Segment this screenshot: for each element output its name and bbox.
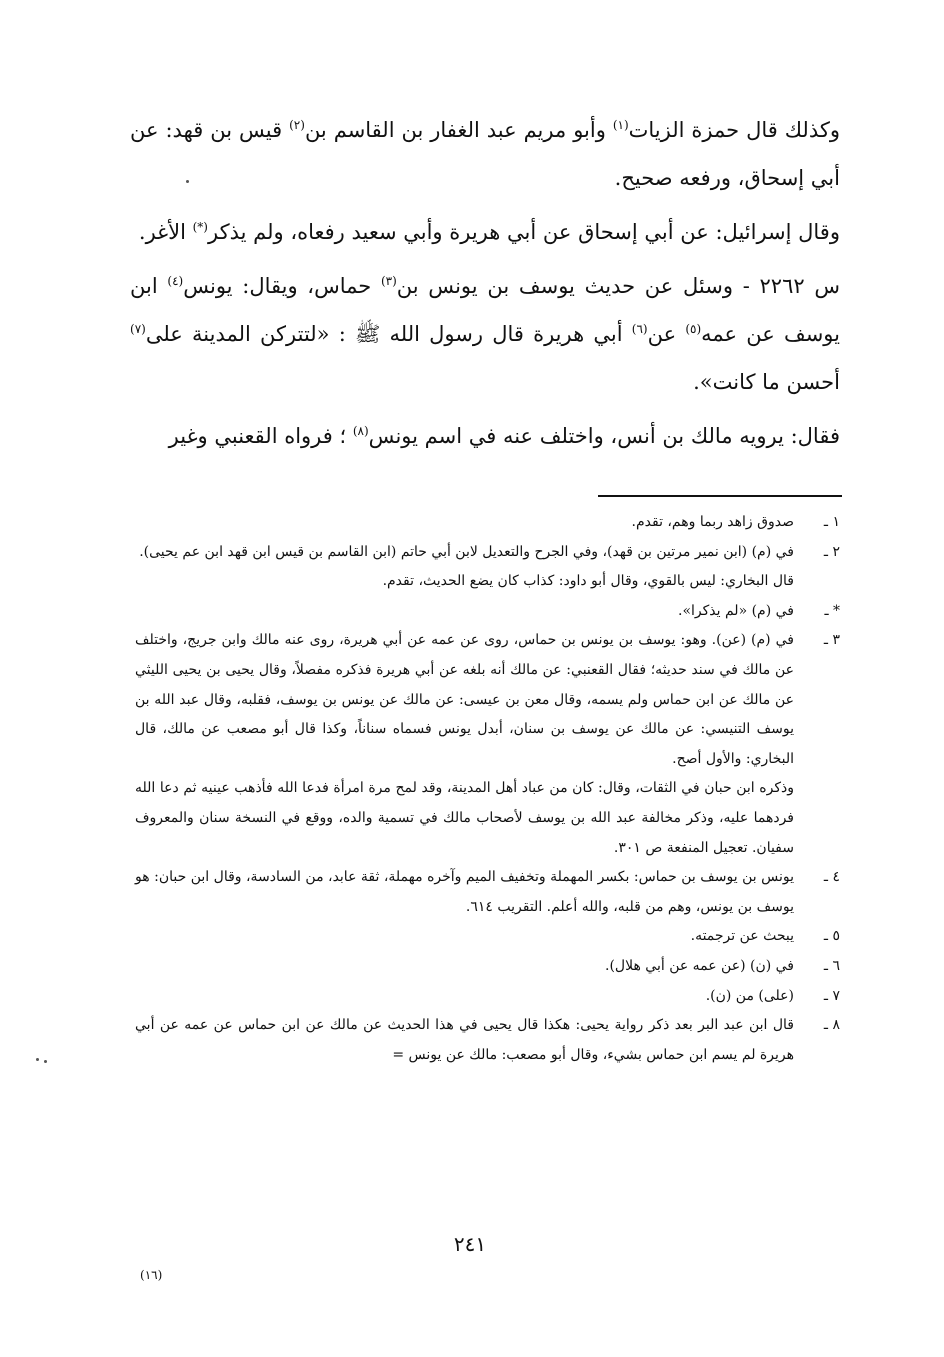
footnote-ref: (١) bbox=[612, 118, 629, 132]
footnote-2 bbox=[135, 538, 840, 568]
footnote-7 bbox=[135, 982, 840, 1012]
text-run: الأغر. bbox=[138, 220, 193, 244]
text-run: فقال: يرويه مالك بن أنس، واختلف عنه في اسم يونس bbox=[368, 424, 840, 448]
scan-speck bbox=[36, 1058, 39, 1061]
footnote-number: ٨ ـ bbox=[823, 1017, 840, 1034]
text-run: ؛ فرواه القعنبي وغير bbox=[168, 424, 353, 448]
text-run: قيس بن قهد: عن أبي إسحاق، ورفعه صحيح. bbox=[130, 118, 840, 190]
footnote-ref: (٥) bbox=[685, 322, 702, 336]
footnote-number: ١ ـ bbox=[823, 514, 840, 530]
footnote-3-continuation: وذكره ابن حبان في الثقات، وقال: كان من عباد أهل المدينة، وقد لمح مرة امرأة فدعا الله فأذهب عينيه ثم دعا الله فردهما عليه، وذكر مخالفة عبد الله بن يوسف لأصحاب مالك في تسمية والده، ووقع في النسخة سنان والمعروف سفيان. تعجيل المنفعة ص ٣٠١. bbox=[135, 780, 794, 856]
scan-speck bbox=[186, 180, 189, 183]
footnote-2-continuation: قال البخاري: ليس بالقوي، وقال أبو داود: كذاب كان يضع الحديث، تقدم. bbox=[382, 573, 794, 590]
paragraph-1 bbox=[130, 106, 840, 202]
text-run: ابن يوسف عن عمه bbox=[130, 274, 840, 346]
footnote-1 bbox=[135, 508, 840, 538]
footnote-text: صدوق زاهد ربما وهم، تقدم. bbox=[631, 514, 794, 530]
footnote-separator bbox=[598, 495, 842, 497]
text-run: أبي هريرة قال رسول الله ﷺ : «لتتركن المدينة على bbox=[145, 322, 632, 346]
footnote-ref: (٦) bbox=[631, 322, 648, 336]
footnote-text: في (م) «لم يذكرا». bbox=[678, 602, 794, 619]
footnote-number: ٢ ـ bbox=[823, 543, 840, 560]
footnote-6 bbox=[135, 952, 840, 982]
text-run: وكذلك قال حمزة الزيات bbox=[628, 118, 840, 142]
footnote-text: في (م) (عن). وهو: يوسف بن يونس بن حماس، روى عن عمه عن أبي هريرة، روى عنه مالك وابن جريج، واختلف عن مالك في سند حديثه؛ فقال القعنبي: عن مالك أنه بلغه عن أبي هريرة فذكره مفصلاً، وقال يحيى بن يحيى الليثي عن مالك عن ابن حماس ولم يسمه، وقال معن بن عيسى: عن مالك عن يونس بن يوسف، فقلبه، وقال عبد الله بن يوسف التنيسي: عن مالك عن يوسف بن سنان، أبدل يونس فسماه سناناً، وكذا قال أبو مصعب عن مالك، قال البخاري: والأول أصح. bbox=[135, 632, 794, 767]
footnotes bbox=[135, 508, 840, 1070]
footnote-3 bbox=[135, 626, 840, 774]
footnote-number: ٦ ـ bbox=[823, 957, 840, 974]
footnote-ref: (٨) bbox=[352, 424, 369, 438]
footnote-ref: (٤) bbox=[167, 274, 184, 288]
footnote-number: ٧ ـ bbox=[823, 987, 840, 1004]
footnote-text: (على) من (ن). bbox=[705, 987, 794, 1004]
footnote-text: في (م) (ابن نمير مرتين بن قهد)، وفي الجرح والتعديل لابن أبي حاتم (ابن القاسم بن قيس ابن قهد ابن عم يحيى). bbox=[139, 543, 794, 560]
footnote-4 bbox=[135, 863, 840, 922]
footnote-ref: (٧) bbox=[130, 322, 146, 336]
text-run: وأبو مريم عبد الغفار بن القاسم بن bbox=[304, 118, 613, 142]
main-text bbox=[130, 106, 840, 466]
footnote-number: * ـ bbox=[824, 602, 840, 619]
footnote-ref: (*) bbox=[192, 220, 208, 234]
footnote-text: قال ابن عبد البر بعد ذكر رواية يحيى: هكذا قال يحيى في هذا الحديث عن مالك عن ابن حماس عن عمه عن أبي هريرة لم يسم ابن حماس بشيء، وقال أبو مصعب: مالك عن يونس = bbox=[135, 1017, 794, 1063]
text-run: حماس، ويقال: يونس bbox=[183, 274, 381, 298]
paragraph-3 bbox=[130, 262, 840, 406]
text-run: أحسن ما كانت». bbox=[693, 370, 840, 394]
footnote-text: يبحث عن ترجمته. bbox=[690, 928, 794, 945]
text-run: عن bbox=[647, 322, 686, 346]
footnote-5 bbox=[135, 922, 840, 952]
footnote-8 bbox=[135, 1011, 840, 1070]
footnote-number: ٥ ـ bbox=[823, 928, 840, 945]
paragraph-4 bbox=[130, 412, 840, 460]
footnote-ref: (٣) bbox=[380, 274, 397, 288]
scan-speck bbox=[44, 1060, 47, 1063]
footnote-number: ٤ ـ bbox=[823, 869, 840, 886]
text-run: وقال إسرائيل: عن أبي إسحاق عن أبي هريرة وأبي سعيد رفعاه، ولم يذكر bbox=[208, 220, 840, 244]
footnote-text: يونس بن يوسف بن حماس: بكسر المهملة وتخفيف الميم وآخره مهملة، ثقة عابد، من السادسة، وقال ابن حبان: هو يوسف بن يونس، وهم من قلبه، والله أعلم. التقريب ٦١٤. bbox=[135, 869, 794, 915]
page-number: ٢٤١ bbox=[453, 1232, 487, 1256]
text-run: س ٢٢٦٢ - وسئل عن حديث يوسف بن يونس بن bbox=[396, 274, 840, 298]
footnote-ref: (٢) bbox=[289, 118, 305, 132]
footnote-text: في (ن) (عن عمه عن أبي هلال). bbox=[605, 957, 794, 974]
footnote-number: ٣ ـ bbox=[823, 632, 840, 649]
footnote-star bbox=[135, 597, 840, 627]
paragraph-2 bbox=[130, 208, 840, 256]
signature-mark: (١٦) bbox=[140, 1268, 163, 1282]
